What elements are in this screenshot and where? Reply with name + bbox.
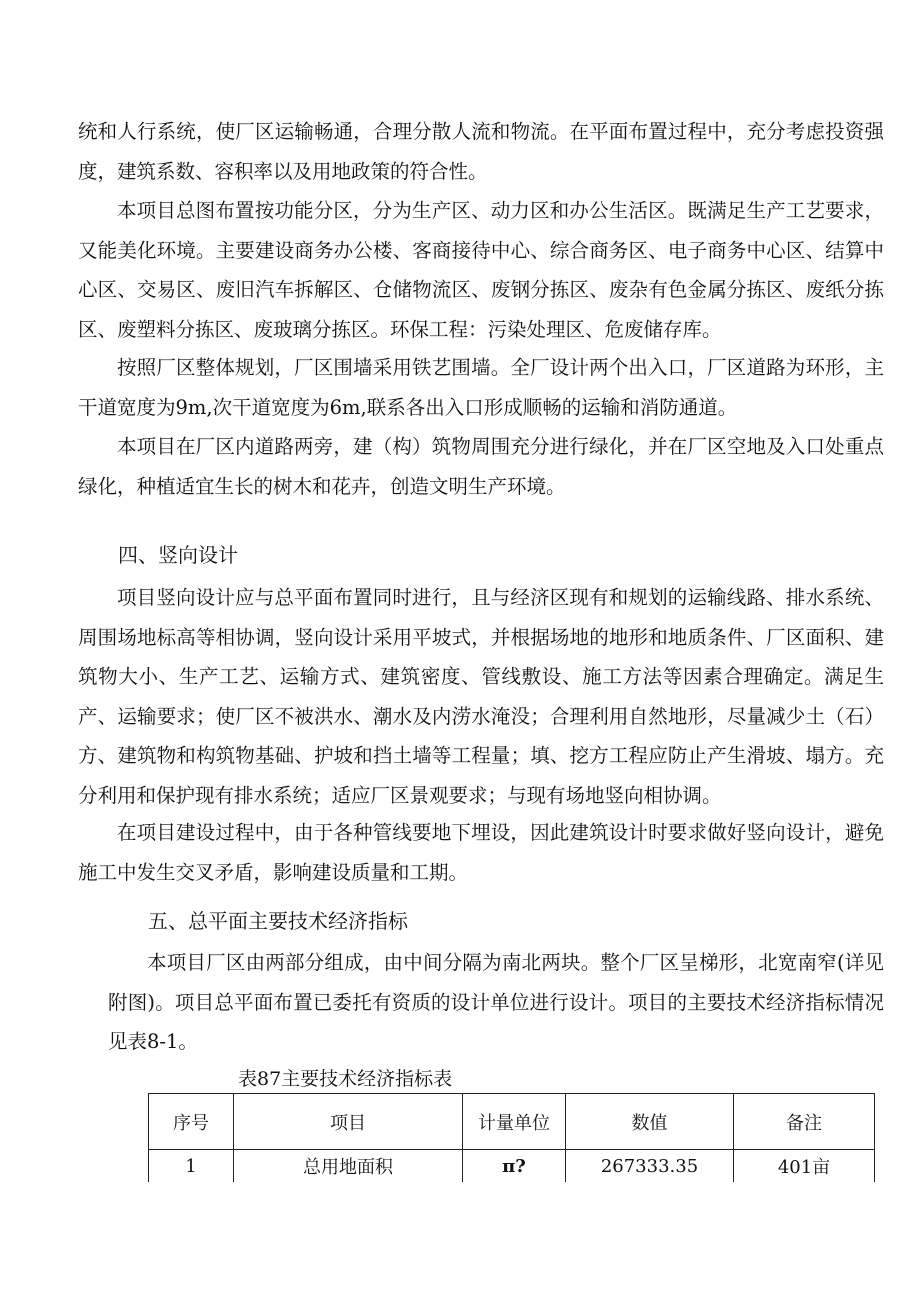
paragraph-tech-indicators: 本项目厂区由两部分组成，由中间分隔为南北两块。整个厂区呈梯形，北宽南窄(详见附图)。项目总平面布置已委托有资质的设计单位进行设计。项目的主要技术经济指标情况见表8-1。	[108, 951, 884, 1053]
column-header: 序号	[149, 1094, 234, 1150]
column-header: 数值	[566, 1094, 734, 1150]
paragraph-vertical-design-2: 在项目建设过程中，由于各种管线要地下埋设，因此建筑设计时要求做好竖向设计，避免施工中发生交叉矛盾，影响建设质量和工期。	[78, 821, 884, 884]
table-cell: 267333.35	[566, 1150, 734, 1183]
table-cell: 1	[149, 1150, 234, 1183]
column-header: 项目	[234, 1094, 463, 1150]
paragraph-functional-zones: 本项目总图布置按功能分区，分为生产区、动力区和办公生活区。既满足生产工艺要求，又能美化环境。主要建设商务办公楼、客商接待中心、综合商务区、电子商务中心区、结算中心区、交易区、废旧汽车拆解区、仓储物流区、废钢分拣区、废杂有色金属分拣区、废纸分拣区、废塑料分拣区、废玻璃分拣区。环保工程：污染处理区、危废储存库。	[78, 199, 884, 341]
section-heading-vertical-design: 四、竖向设计	[118, 543, 238, 567]
column-header: 计量单位	[463, 1094, 566, 1150]
table-row	[149, 1150, 875, 1183]
table-cell: 401亩	[734, 1150, 875, 1183]
paragraph-greening: 本项目在厂区内道路两旁，建（构）筑物周围充分进行绿化，并在厂区空地及入口处重点绿化，种植适宜生长的树木和花卉，创造文明生产环境。	[78, 435, 884, 498]
table-caption: 表87主要技术经济指标表	[238, 1068, 453, 1090]
table-cell: 总用地面积	[234, 1150, 463, 1183]
paragraph-layout-intro: 统和人行系统，使厂区运输畅通，合理分散人流和物流。在平面布置过程中，充分考虑投资强度，建筑系数、容积率以及用地政策的符合性。	[78, 120, 884, 183]
section-heading-tech-indicators: 五、总平面主要技术经济指标	[148, 909, 408, 933]
column-header: 备注	[734, 1094, 875, 1150]
paragraph-roads: 按照厂区整体规划，厂区围墙采用铁艺围墙。全厂设计两个出入口，厂区道路为环形，主干道宽度为9m,次干道宽度为6m,联系各出入口形成顺畅的运输和消防通道。	[78, 356, 884, 419]
indicator-table	[148, 1093, 875, 1182]
table-cell: π?	[463, 1150, 566, 1183]
table-header-row	[149, 1094, 875, 1150]
paragraph-vertical-design: 项目竖向设计应与总平面布置同时进行，且与经济区现有和规划的运输线路、排水系统、周围场地标高等相协调，竖向设计采用平坡式，并根据场地的地形和地质条件、厂区面积、建筑物大小、生产工艺、运输方式、建筑密度、管线敷设、施工方法等因素合理确定。满足生产、运输要求；使厂区不被洪水、潮水及内涝水淹没；合理利用自然地形，尽量减少土（石）方、建筑物和构筑物基础、护坡和挡土墙等工程量；填、挖方工程应防止产生滑坡、塌方。充分利用和保护现有排水系统；适应厂区景观要求；与现有场地竖向相协调。	[78, 586, 884, 807]
